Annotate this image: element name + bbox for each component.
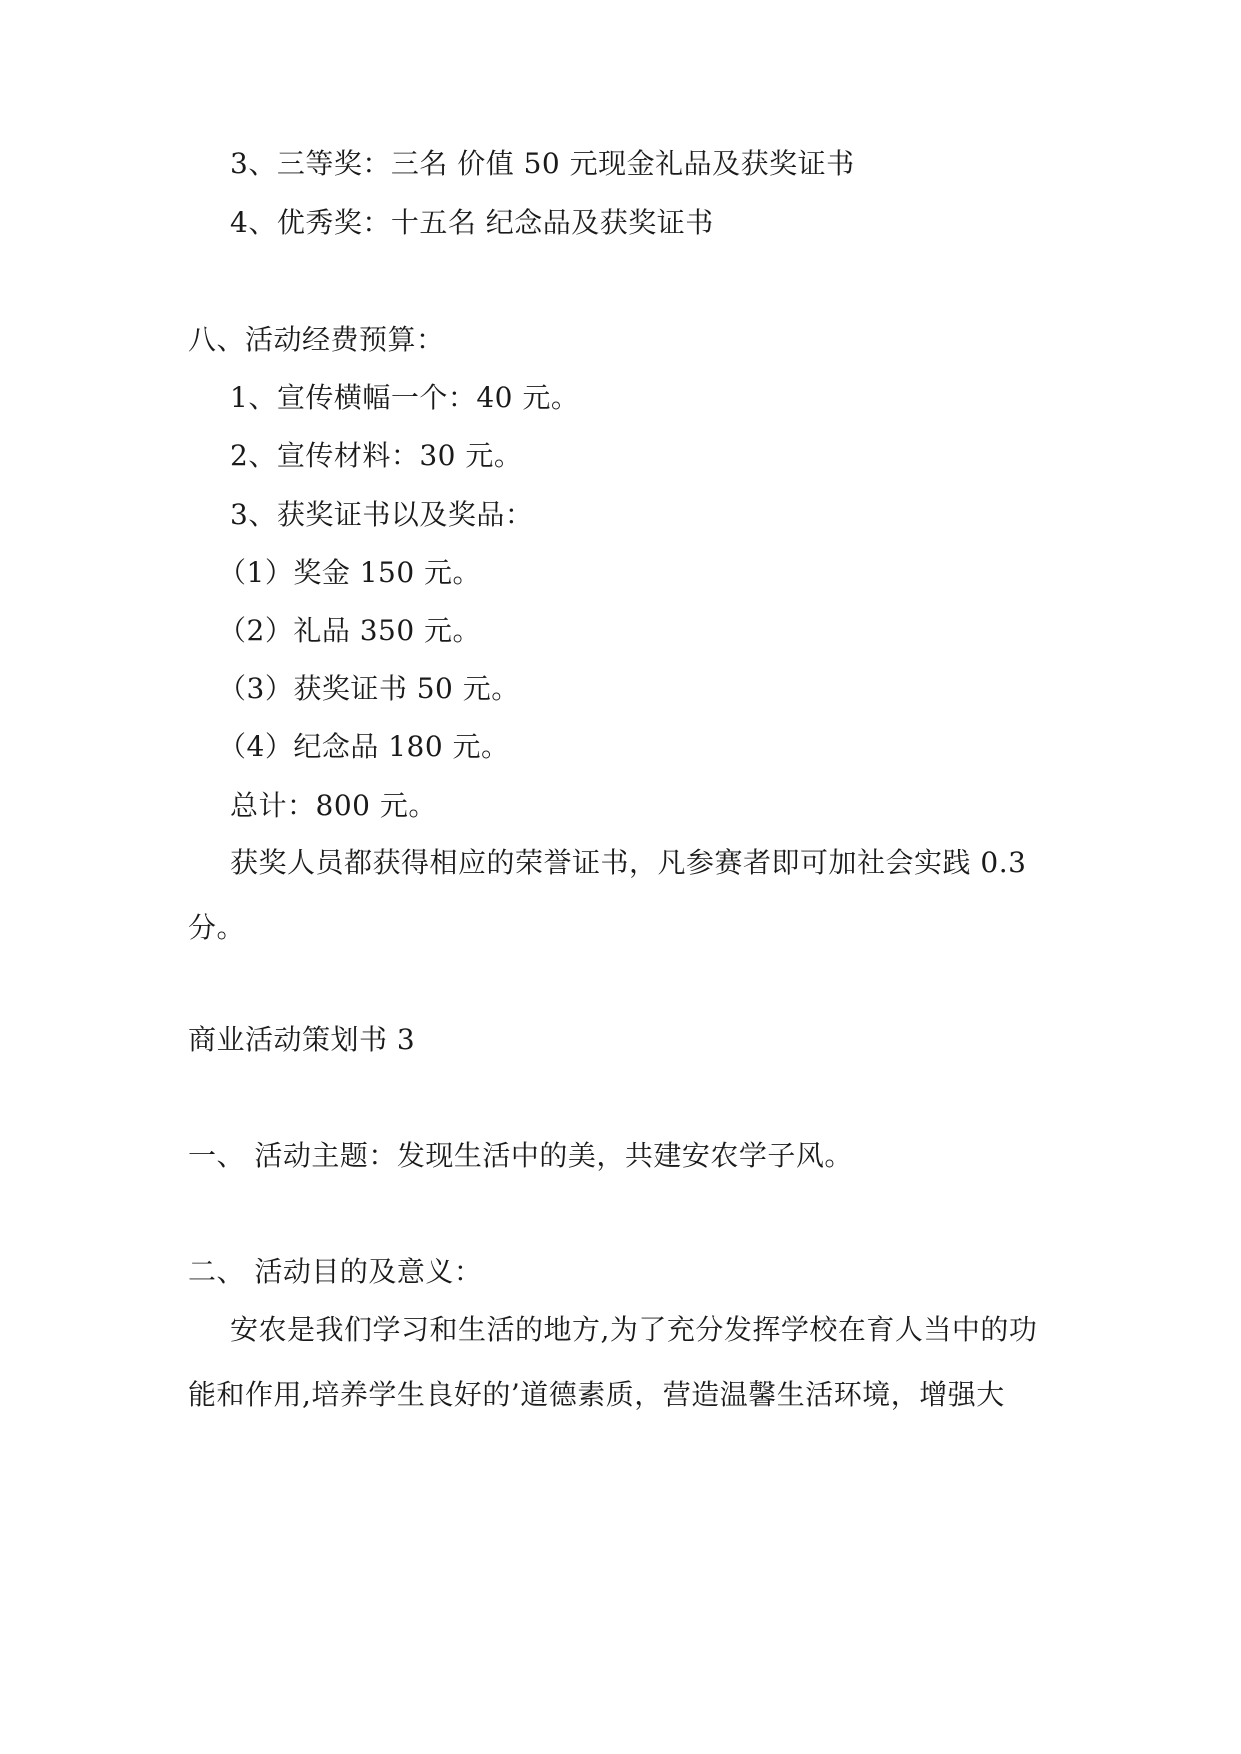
budget-subitem-gifts: （2）礼品 350 元。 bbox=[218, 614, 482, 647]
prize-third: 3、三等奖：三名 价值 50 元现金礼品及获奖证书 bbox=[230, 147, 855, 180]
purpose-paragraph: 安农是我们学习和生活的地方,为了充分发挥学校在育人当中的功能和作用,培养学生良好的’道德素质，营造温馨生活环境，增强大 bbox=[188, 1313, 1038, 1411]
budget-subitem-certificates: （3）获奖证书 50 元。 bbox=[218, 672, 520, 705]
section-heading-theme: 一、 活动主题：发现生活中的美，共建安农学子风。 bbox=[188, 1139, 853, 1172]
budget-subitem-souvenirs: （4）纪念品 180 元。 bbox=[218, 730, 510, 763]
plan-title: 商业活动策划书 3 bbox=[188, 1023, 416, 1056]
section-heading-budget: 八、活动经费预算： bbox=[188, 323, 445, 356]
award-note-paragraph: 获奖人员都获得相应的荣誉证书，凡参赛者即可加社会实践 0.3 分。 bbox=[188, 846, 1027, 944]
budget-total: 总计：800 元。 bbox=[230, 789, 437, 822]
budget-item-awards: 3、获奖证书以及奖品： bbox=[230, 498, 534, 531]
section-heading-purpose: 二、 活动目的及意义： bbox=[188, 1255, 483, 1288]
budget-subitem-bonus: （1）奖金 150 元。 bbox=[218, 556, 482, 589]
budget-item-materials: 2、宣传材料：30 元。 bbox=[230, 439, 523, 472]
budget-item-banner: 1、宣传横幅一个：40 元。 bbox=[230, 381, 580, 414]
prize-excellence: 4、优秀奖：十五名 纪念品及获奖证书 bbox=[230, 206, 714, 239]
